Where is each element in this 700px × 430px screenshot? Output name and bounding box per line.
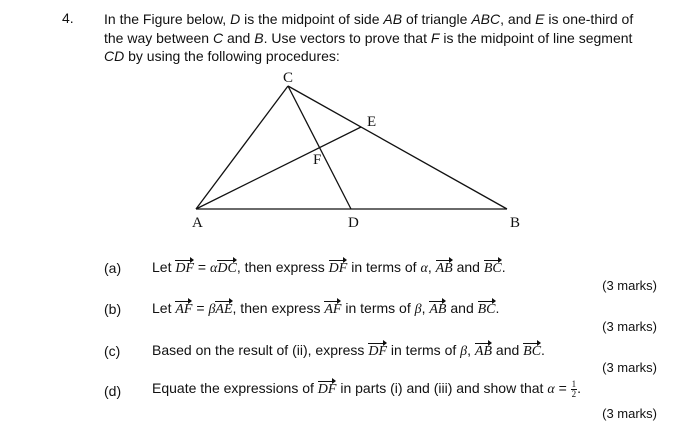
- part-label-a: (a): [104, 260, 122, 276]
- vertex-label-c: C: [283, 70, 294, 86]
- point-label-f: F: [313, 152, 322, 168]
- point-label-d: D: [348, 215, 359, 231]
- point-label-e: E: [367, 114, 377, 130]
- part-label-c: (c): [104, 343, 121, 359]
- marks-a: (3 marks): [602, 278, 657, 293]
- vertex-label-a: A: [192, 215, 203, 231]
- segment-ae: [196, 127, 361, 209]
- question-intro: In the Figure below, D is the midpoint of side AB of triangle ABC, and E is one-third of the way between C and B. Use vectors to prove that F is the midpoint of line segment CD by using the following procedures:: [104, 11, 634, 64]
- triangle-figure: [185, 64, 535, 234]
- fraction-one-half: $\frac{1}{2}$: [571, 378, 577, 399]
- side-ac: [196, 86, 288, 209]
- part-text-c: Based on the result of (ii), express DF in terms of β, AB and BC.: [152, 342, 545, 359]
- marks-c: (3 marks): [602, 360, 657, 375]
- vertex-label-b: B: [510, 215, 521, 231]
- part-label-b: (b): [104, 301, 122, 317]
- marks-b: (3 marks): [602, 319, 657, 334]
- part-text-a: Let DF = αDC, then express DF in terms of α, AB and BC.: [152, 259, 506, 276]
- part-text-d: Equate the expressions of DF in parts (i) and (iii) and show that α = $\frac{1}{2}$ .: [152, 378, 582, 399]
- marks-d: (3 marks): [602, 406, 657, 421]
- question-number: 4.: [62, 10, 74, 26]
- part-text-b: Let AF = βAE, then express AF in terms of β, AB and BC.: [152, 300, 500, 317]
- part-label-d: (d): [104, 383, 122, 399]
